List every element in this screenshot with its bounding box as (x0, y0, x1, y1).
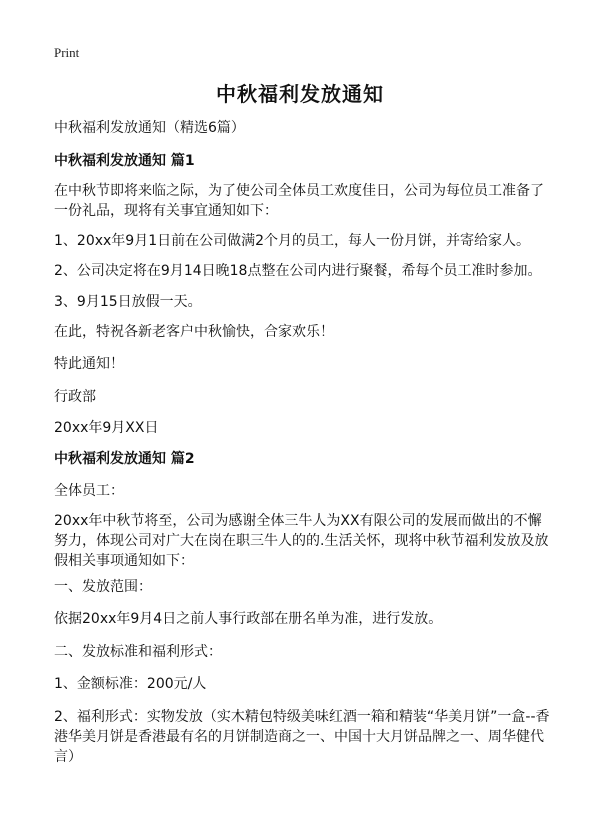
section-2-salutation: 全体员工： (54, 483, 124, 499)
section-1-item-2: 2、公司决定将在9月14日晚18点整在公司内进行聚餐，希每个员工准时参加。 (54, 263, 542, 279)
page-title: 中秋福利发放通知 (216, 82, 384, 106)
section-1-notice: 特此通知！ (54, 356, 124, 372)
section-heading-1: 中秋福利发放通知 篇1 (54, 153, 195, 169)
section-1-paragraph-intro: 在中秋节即将来临之际，为了使公司全体员工欢度佳日，公司为每位员工准备了一份礼品，现将有关事宜通知如下： (54, 183, 544, 219)
section-1-date: 20xx年9月XX日 (54, 420, 159, 436)
section-1-item-3: 3、9月15日放假一天。 (54, 294, 202, 310)
section-heading-2: 中秋福利发放通知 篇2 (54, 451, 195, 467)
section-2-paragraph-intro: 20xx年中秋节将至，公司为感谢全体三牛人为XX有限公司的发展而做出的不懈努力，体现公司对广大在岗在职三牛人的的.生活关怀，现将中秋节福利发放及放假相关事项通知如下： (54, 513, 549, 569)
section-1-wishes: 在此，特祝各新老客户中秋愉快，合家欢乐！ (54, 324, 334, 340)
section-2-scope-text: 依据20xx年9月4日之前人事行政部在册名单为准，进行发放。 (54, 611, 443, 627)
doc-subtitle: 中秋福利发放通知（精选6篇） (54, 120, 245, 136)
section-2-benefit-form: 2、福利形式：实物发放（实木精包特级美味红酒一箱和精装“华美月饼”一盒--香港华美月饼是香港最有名的月饼制造商之一、中国十大月饼品牌之一、周华健代言） (54, 709, 550, 765)
section-2-scope-heading: 一、发放范围： (54, 579, 152, 595)
section-2-standard-heading: 二、发放标准和福利形式： (54, 644, 222, 660)
print-link[interactable]: Print (54, 45, 80, 60)
section-1-item-1: 1、20xx年9月1日前在公司做满2个月的员工，每人一份月饼，并寄给家人。 (54, 233, 531, 249)
section-1-department: 行政部 (54, 389, 96, 405)
section-2-amount: 1、金额标准：200元/人 (54, 676, 207, 692)
